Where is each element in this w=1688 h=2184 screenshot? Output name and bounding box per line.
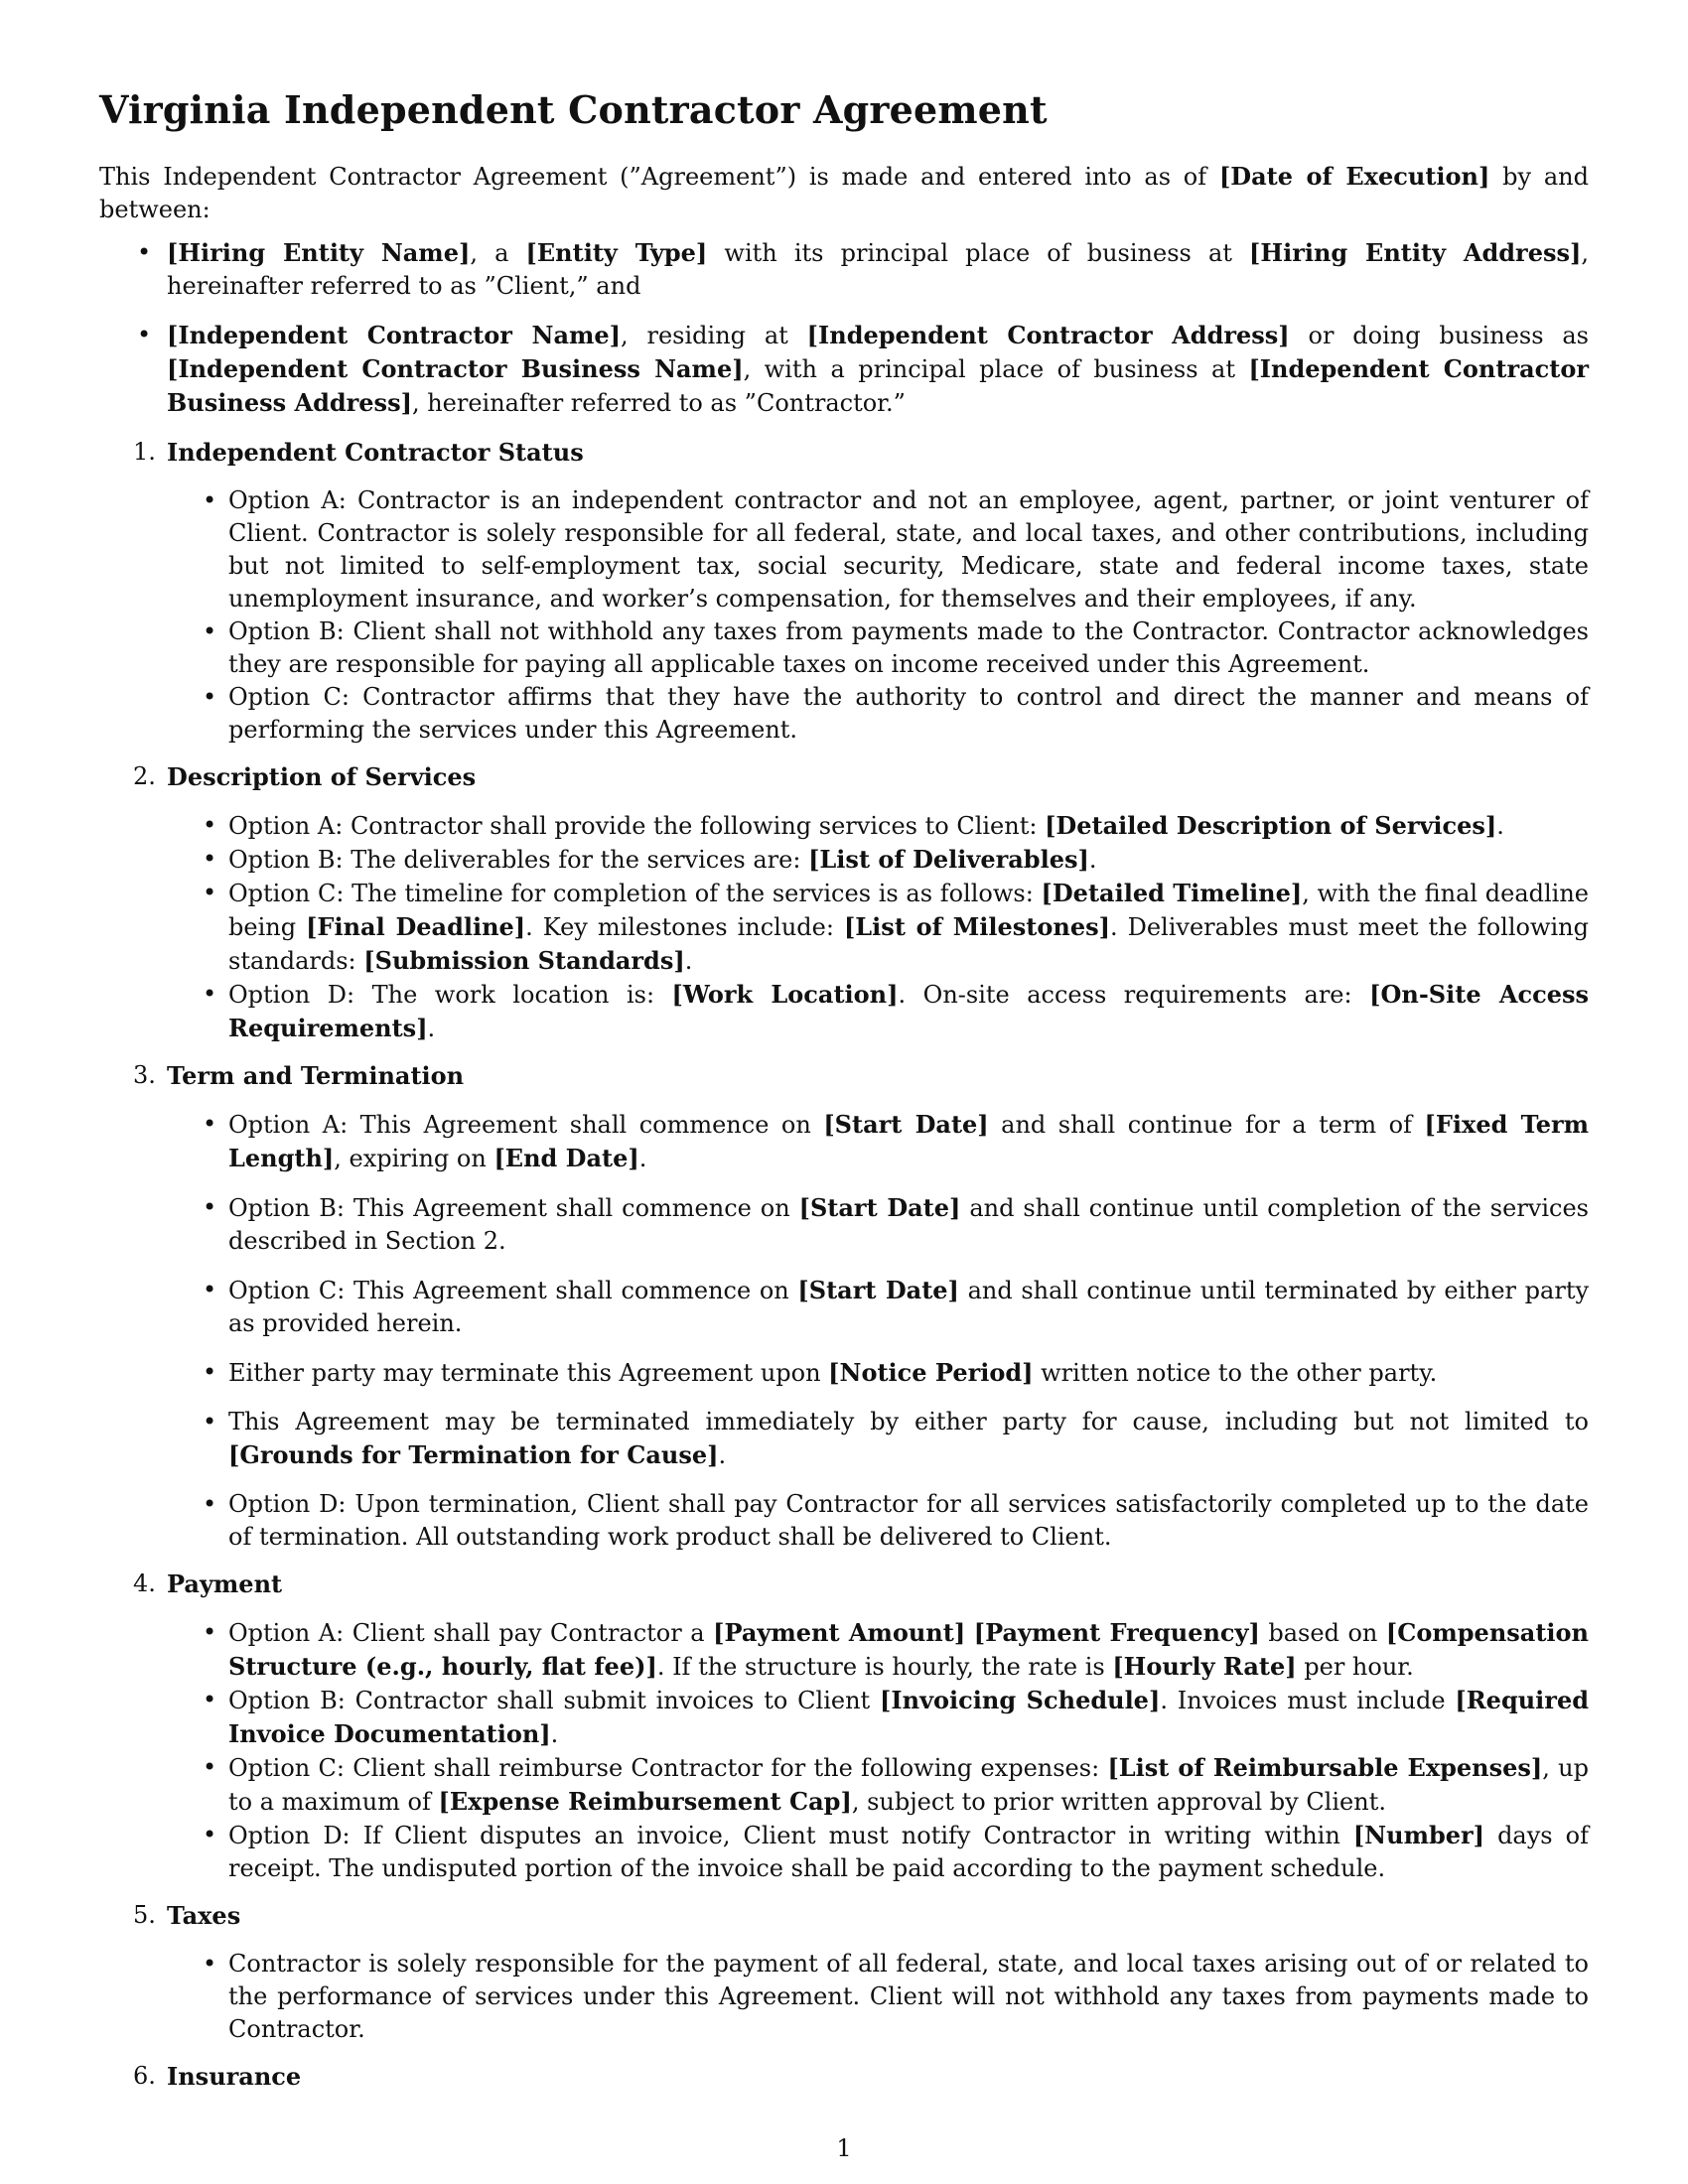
text [965, 1619, 974, 1647]
placeholder-date-of-execution: [Date of Execution] [1218, 162, 1490, 191]
placeholder: [Notice Period] [828, 1358, 1034, 1387]
placeholder: [Independent Contractor Business Name] [167, 354, 744, 383]
placeholder: [Detailed Timeline] [1041, 879, 1303, 907]
options-list [167, 1108, 1589, 1554]
placeholder: [Number] [1352, 1821, 1485, 1849]
placeholder: [Independent Contractor Name] [167, 321, 622, 349]
placeholder: [Entity Type] [525, 238, 708, 267]
text: , hereinafter referred to as ”Client,” and [167, 239, 1589, 300]
text: Either party may terminate this Agreement upon [228, 1359, 829, 1387]
option-d [167, 978, 1589, 1045]
sections-list [99, 436, 1589, 2093]
option-b: • Option B: Client shall not withhold any taxes from payments made to the Contractor. Contractor acknowledges they are responsible for paying all applicable taxes on income received under this Agreement. [167, 615, 1589, 681]
text: Option D: The work location is: [228, 981, 672, 1009]
option-b [167, 843, 1589, 877]
section-title: Payment [167, 1570, 283, 1598]
placeholder: [Start Date] [823, 1110, 989, 1139]
text: . Key milestones include: [525, 913, 844, 941]
placeholder: [Fixed Term Length] [228, 1110, 1590, 1172]
text: Option A: This Agreement shall commence on [228, 1111, 824, 1139]
option-c [167, 1751, 1589, 1819]
section-title: Description of Services [167, 762, 477, 791]
text: and shall continue until completion of the services described in Section 2. [228, 1194, 1589, 1255]
section-number: 4. [133, 1570, 156, 1597]
party-client [99, 236, 1589, 303]
section-title: Term and Termination [167, 1061, 465, 1090]
text: This Agreement may be terminated immediately by either party for cause, including but not limited to [228, 1408, 1589, 1435]
option-a: • Option A: Contractor is an independent contractor and not an employee, agent, partner, or joint venturer of Client. Contractor is solely responsible for all federal, state, and local taxes, and other contributions, including but not limited to self-employment tax, social security, Medicare, state and federal income taxes, state unemployment insurance, and worker’s compensation, for themselves and their employees, if any. [167, 484, 1589, 615]
placeholder: [Start Date] [797, 1276, 959, 1304]
text: . [1496, 812, 1504, 840]
section-number: 1. [133, 438, 156, 466]
text: , with the final deadline being [228, 880, 1589, 941]
section-insurance [99, 2060, 1589, 2093]
text: , up to a maximum of [228, 1754, 1589, 1816]
option-a [167, 1108, 1589, 1175]
option-c [167, 877, 1589, 978]
placeholder: [Expense Reimbursement Cap] [438, 1787, 852, 1816]
party-contractor [99, 319, 1589, 420]
placeholder: [Invoicing Schedule] [880, 1686, 1161, 1714]
section-taxes [99, 1899, 1589, 2046]
text: or doing business as [1289, 322, 1590, 349]
text: per hour. [1296, 1653, 1414, 1681]
text: . [684, 947, 693, 975]
text: Option B: This Agreement shall commence on [228, 1194, 799, 1222]
taxes-clause: • Contractor is solely responsible for the payment of all federal, state, and local taxes arising out of or related to the performance of services under this Agreement. Client will not withhold any taxes from payments made to Contractor. [167, 1948, 1589, 2046]
options-list [167, 1616, 1589, 1885]
text: days of receipt. The undisputed portion of the invoice shall be paid according to the payment schedule. [228, 1822, 1589, 1882]
option-cause [167, 1406, 1589, 1472]
option-d: • Option D: Upon termination, Client shall pay Contractor for all services satisfactorily completed up to the date of termination. All outstanding work product shall be delivered to Client. [167, 1488, 1589, 1554]
text: Option C: The timeline for completion of the services is as follows: [228, 880, 1042, 907]
placeholder: [Final Deadline] [306, 912, 526, 941]
page-number: 1 [836, 2134, 852, 2162]
text: . [427, 1015, 436, 1042]
section-number: 3. [133, 1061, 156, 1089]
intro-paragraph [99, 160, 1589, 226]
section-title: Insurance [167, 2062, 302, 2091]
text: with its principal place of business at [707, 239, 1250, 267]
placeholder: [Independent Contractor Business Address] [167, 354, 1589, 417]
section-description-of-services [99, 760, 1589, 1045]
text: . [638, 1145, 647, 1172]
text: based on [1259, 1619, 1386, 1647]
text: Option B: The deliverables for the services are: [228, 846, 809, 874]
placeholder: [List of Reimbursable Expenses] [1107, 1753, 1543, 1782]
text: Option A: Client shall pay Contractor a [228, 1619, 714, 1647]
intro-text-end: by and between: [99, 163, 1589, 223]
document-page [99, 87, 1589, 2109]
parties-list [99, 236, 1589, 420]
placeholder: [Detailed Description of Services] [1045, 811, 1497, 840]
placeholder: [Independent Contractor Address] [806, 321, 1290, 349]
placeholder: [Hiring Entity Address] [1249, 238, 1582, 267]
text: , with a principal place of business at [743, 355, 1249, 383]
options-list [167, 484, 1589, 747]
option-notice [167, 1356, 1589, 1390]
placeholder: [Hourly Rate] [1112, 1652, 1297, 1681]
text: , residing at [621, 322, 807, 349]
text: . [718, 1441, 727, 1469]
section-independent-contractor-status [99, 436, 1589, 747]
placeholder: [Start Date] [798, 1193, 961, 1222]
placeholder: [List of Milestones] [843, 912, 1110, 941]
text: and shall continue until terminated by either party as provided herein. [228, 1277, 1590, 1337]
placeholder: [Required Invoice Documentation] [228, 1686, 1589, 1748]
option-d [167, 1819, 1589, 1885]
section-number: 5. [133, 1901, 156, 1929]
text: and shall continue for a term of [988, 1111, 1425, 1139]
option-c [167, 1274, 1589, 1340]
text: , hereinafter referred to as ”Contractor.” [411, 389, 906, 417]
section-number: 6. [133, 2062, 156, 2090]
section-number: 2. [133, 762, 156, 790]
option-b [167, 1684, 1589, 1751]
text: Option A: Contractor shall provide the following services to Client: [228, 812, 1046, 840]
placeholder: [Grounds for Termination for Cause] [228, 1440, 719, 1469]
text: Option C: This Agreement shall commence on [228, 1277, 798, 1304]
option-a [167, 809, 1589, 843]
text: written notice to the other party. [1033, 1359, 1438, 1387]
text: , subject to prior written approval by Client. [851, 1788, 1386, 1816]
placeholder: [End Date] [493, 1144, 639, 1172]
text: Option D: If Client disputes an invoice, Client must notify Contractor in writing within [228, 1822, 1353, 1849]
placeholder: [On-Site Access Requirements] [228, 980, 1589, 1042]
options-list [167, 1948, 1589, 2046]
placeholder: [Submission Standards] [363, 946, 685, 975]
text: . If the structure is hourly, the rate is [656, 1653, 1113, 1681]
option-c: • Option C: Contractor affirms that they have the authority to control and direct the manner and means of performing the services under this Agreement. [167, 681, 1589, 747]
placeholder: [Compensation Structure (e.g., hourly, flat fee)] [228, 1618, 1589, 1681]
text: Option B: Contractor shall submit invoices to Client [228, 1687, 881, 1714]
text: . [550, 1720, 559, 1748]
placeholder: [List of Deliverables] [808, 845, 1089, 874]
text: , a [470, 239, 526, 267]
placeholder: [Payment Frequency] [973, 1618, 1260, 1647]
placeholder: [Payment Amount] [713, 1618, 966, 1647]
placeholder: [Hiring Entity Name] [167, 238, 471, 267]
options-list [167, 809, 1589, 1045]
text: . Deliverables must meet the following standards: [228, 913, 1590, 975]
text: . [1088, 846, 1097, 874]
intro-text: This Independent Contractor Agreement (”Agreement”) is made and entered into as of [99, 163, 1219, 191]
text: Option C: Client shall reimburse Contractor for the following expenses: [228, 1754, 1108, 1782]
text: , expiring on [334, 1145, 494, 1172]
section-payment [99, 1568, 1589, 1885]
option-b [167, 1191, 1589, 1258]
section-title: Independent Contractor Status [167, 438, 584, 467]
text: . Invoices must include [1160, 1687, 1456, 1714]
placeholder: [Work Location] [671, 980, 899, 1009]
section-term-and-termination [99, 1059, 1589, 1554]
section-title: Taxes [167, 1901, 241, 1930]
text: . On-site access requirements are: [898, 981, 1370, 1009]
option-a [167, 1616, 1589, 1684]
document-title: Virginia Independent Contractor Agreement [99, 87, 1048, 132]
